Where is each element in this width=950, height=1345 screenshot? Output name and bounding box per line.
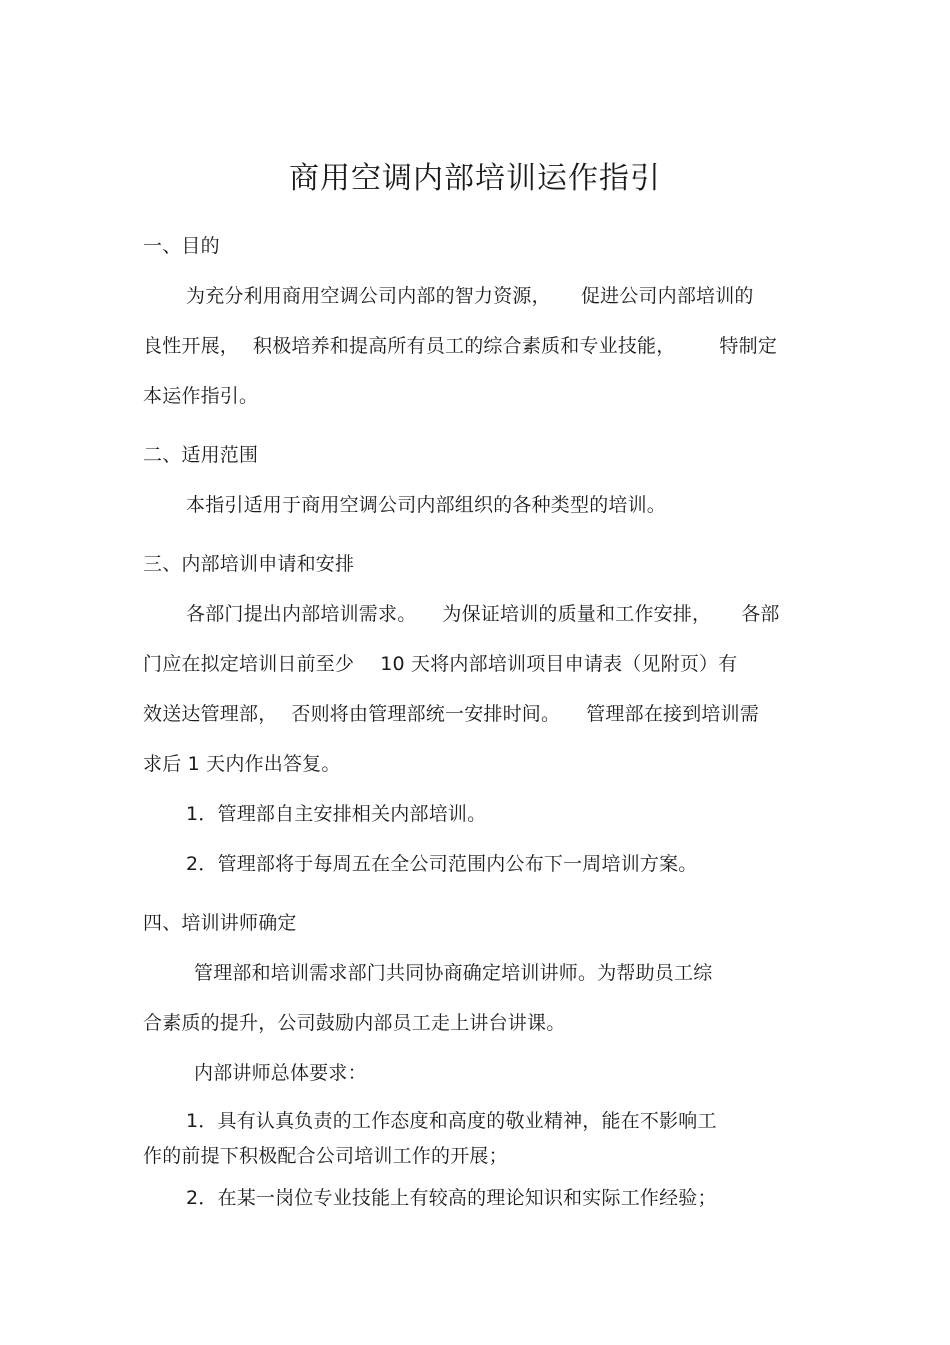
trainer-requirement-2: 2．在某一岗位专业技能上有较高的理论知识和实际工作经验；: [186, 1187, 717, 1209]
text-run: 门应在拟定培训日前至少: [143, 653, 355, 675]
application-line-3: [143, 702, 759, 726]
text-run: 10 天将内部培训项目申请表（见附页）有: [380, 653, 738, 675]
purpose-line-1: [186, 284, 754, 308]
application-line-1: [186, 602, 780, 626]
trainer-line-2: 合素质的提升，公司鼓励内部员工走上讲台讲课。: [143, 1012, 566, 1034]
section-heading-trainer: 四、培训讲师确定: [143, 912, 297, 934]
purpose-line-3: 本运作指引。: [143, 385, 259, 407]
text-run: 否则将由管理部统一安排时间。: [291, 703, 561, 725]
application-line-2: [143, 652, 737, 676]
text-run: 效送达管理部，: [143, 703, 278, 725]
trainer-requirement-1-line-1: 1．具有认真负责的工作态度和高度的敬业精神，能在不影响工: [186, 1110, 717, 1132]
text-run: 各部门提出内部培训需求。: [186, 603, 417, 625]
text-run: 管理部在接到培训需: [586, 703, 760, 725]
application-item-1: 1．管理部自主安排相关内部培训。: [186, 803, 487, 825]
section-heading-scope: 二、适用范围: [143, 444, 259, 466]
text-run: 良性开展，: [143, 335, 240, 357]
text-run: 各部: [741, 603, 780, 625]
text-run: 特制定: [719, 335, 778, 357]
scope-paragraph: 本指引适用于商用空调公司内部组织的各种类型的培训。: [186, 494, 667, 516]
trainer-requirement-1-line-2: 作的前提下积极配合公司培训工作的开展；: [143, 1145, 508, 1167]
application-item-2: 2．管理部将于每周五在全公司范围内公布下一周培训方案。: [186, 853, 698, 875]
text-run: 为保证培训的质量和工作安排，: [442, 603, 712, 625]
document-title: 商用空调内部培训运作指引: [289, 161, 661, 196]
purpose-line-2: [143, 334, 777, 358]
section-heading-application: 三、内部培训申请和安排: [143, 553, 355, 575]
text-run: 促进公司内部培训的: [580, 285, 754, 307]
trainer-line-1: 管理部和培训需求部门共同协商确定培训讲师。为帮助员工综: [194, 962, 713, 984]
section-heading-purpose: 一、目的: [143, 235, 220, 257]
trainer-requirements-label: 内部讲师总体要求：: [194, 1062, 367, 1084]
text-run: 为充分利用商用空调公司内部的智力资源，: [186, 285, 551, 307]
text-run: 积极培养和提高所有员工的综合素质和专业技能，: [253, 335, 676, 357]
application-line-4: 求后 1 天内作出答复。: [143, 753, 341, 775]
